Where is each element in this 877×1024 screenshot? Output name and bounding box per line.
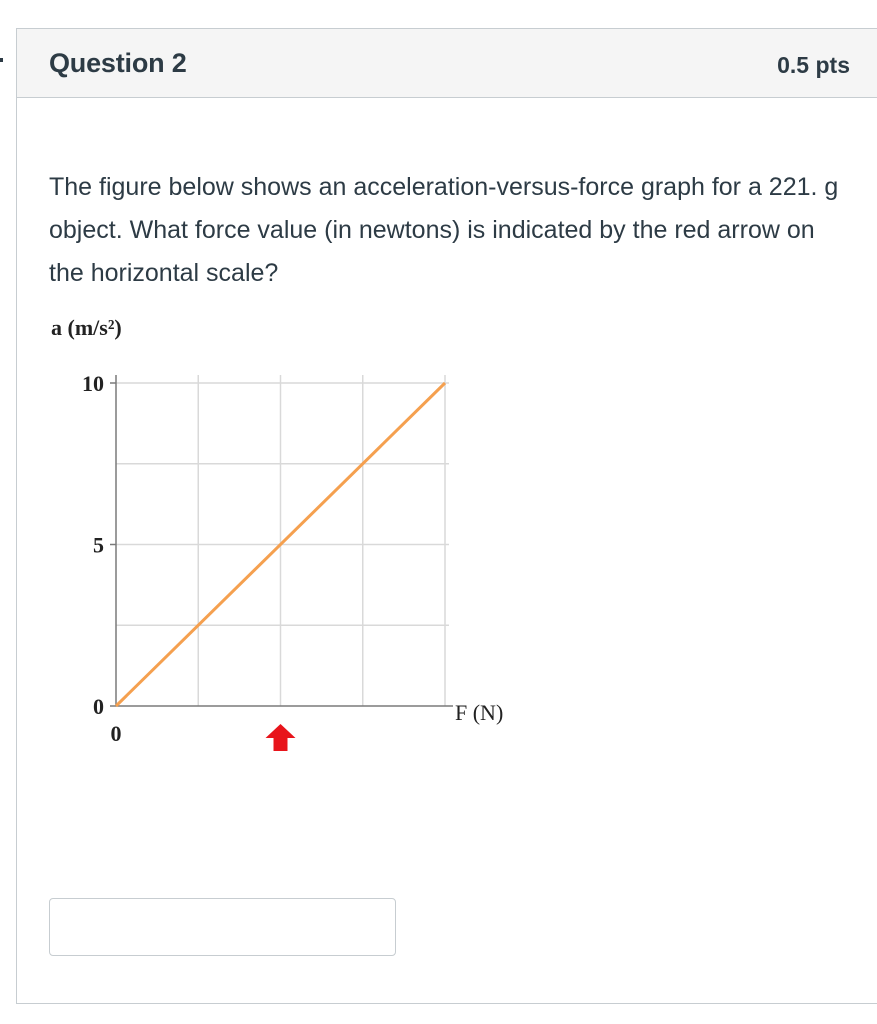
red-arrow-shape xyxy=(266,724,296,751)
left-edge-marker xyxy=(0,58,3,62)
graph-svg xyxy=(45,311,545,751)
y-axis-label: a (m/s²) xyxy=(51,315,122,340)
y-tick-label: 10 xyxy=(82,371,104,396)
y-tick-label: 0 xyxy=(93,694,104,719)
up-arrow-icon xyxy=(266,724,296,751)
question-points: 0.5 pts xyxy=(777,52,850,78)
y-tick-label: 5 xyxy=(93,532,104,558)
question-text: The figure below shows an acceleration-versus-force graph for a 221. g object. What force value (in newtons) is indicated by the red arrow on the horizontal scale? xyxy=(49,173,839,287)
question-title: Question 2 xyxy=(49,48,187,78)
x-tick-label: 0 xyxy=(110,721,122,746)
x-axis-label: F (N) xyxy=(455,700,504,725)
question-header xyxy=(17,29,877,98)
acceleration-force-graph xyxy=(45,311,545,751)
question-card xyxy=(16,28,877,1004)
answer-input[interactable] xyxy=(49,898,396,956)
